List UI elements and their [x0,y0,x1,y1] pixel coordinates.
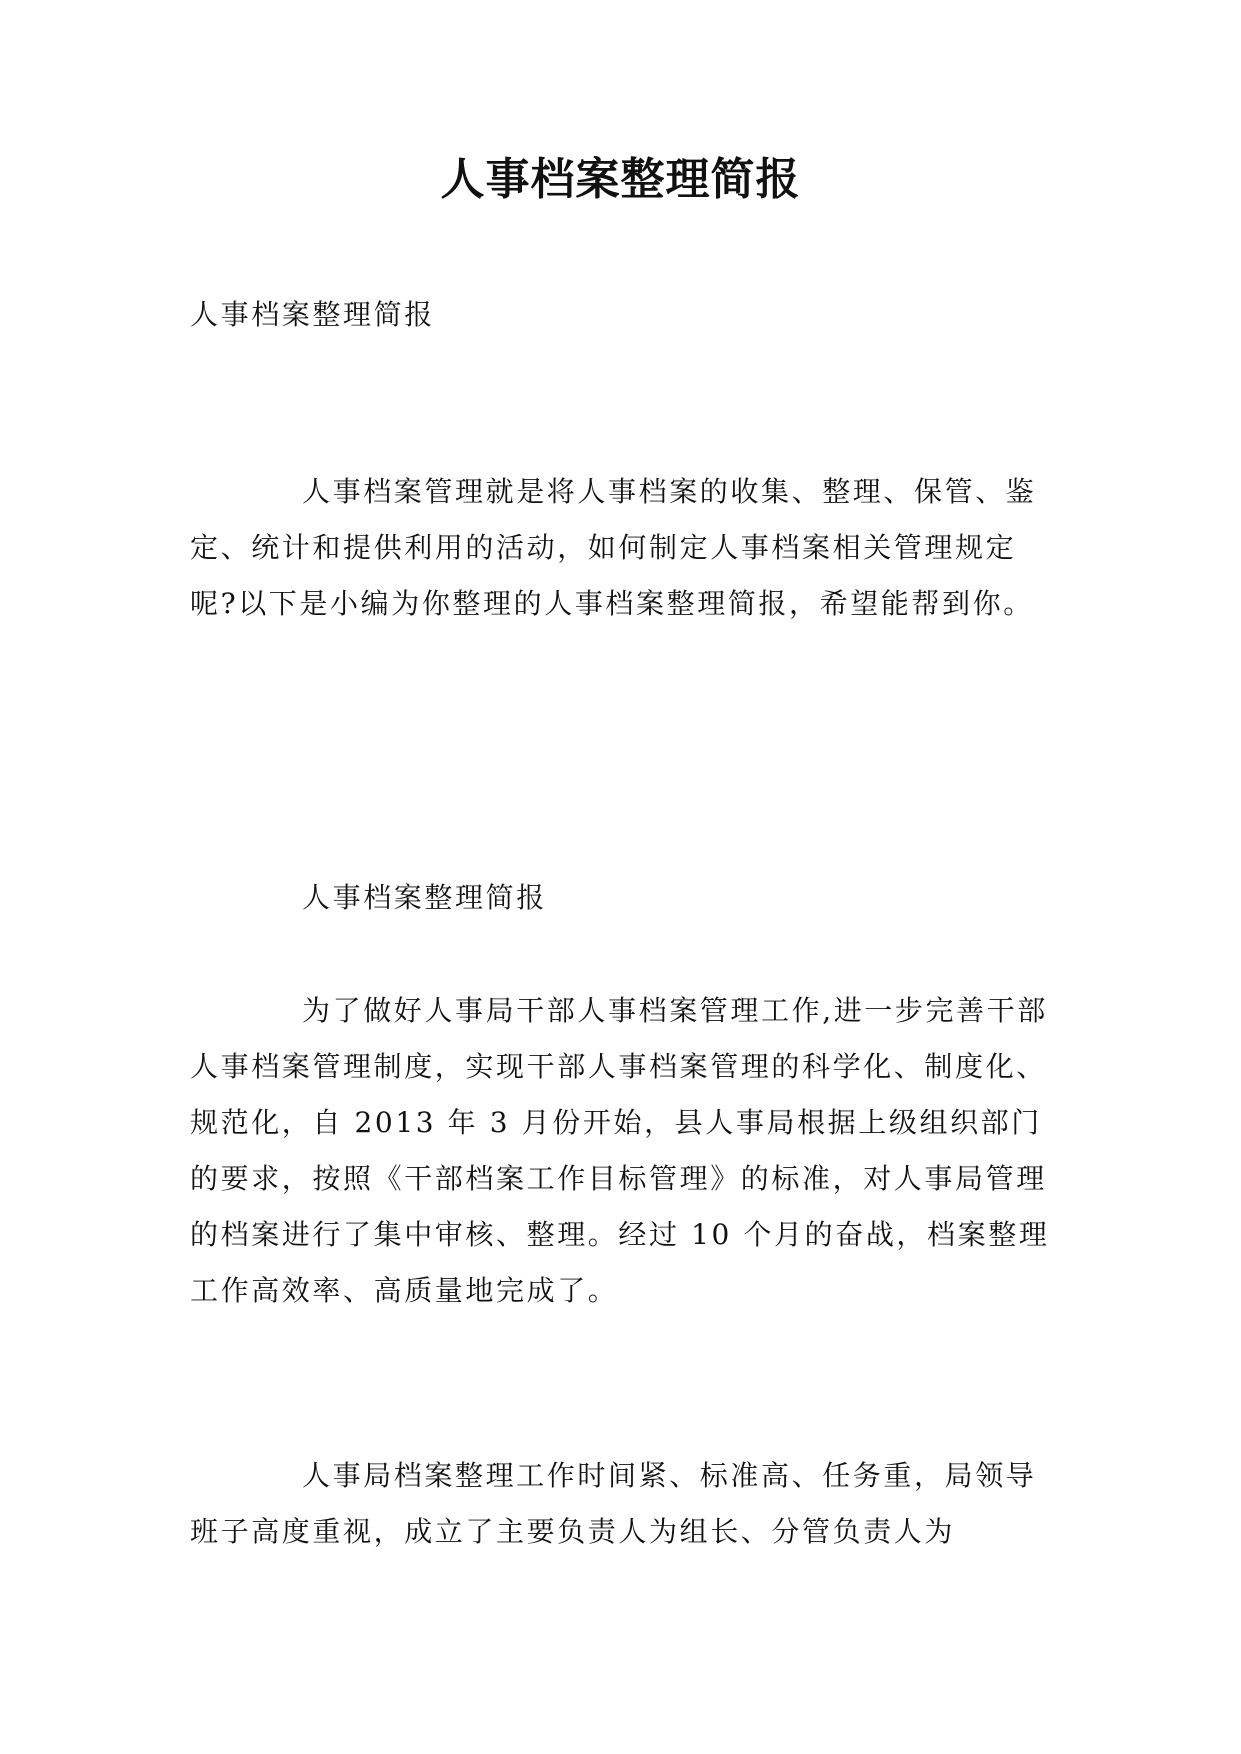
body-paragraph-2: 人事局档案整理工作时间紧、标准高、任务重，局领导班子高度重视，成立了主要负责人为组长、分管负责人为 [190,1459,1037,1548]
intro-paragraph: 人事档案管理就是将人事档案的收集、整理、保管、鉴定、统计和提供利用的活动，如何制定人事档案相关管理规定呢?以下是小编为你整理的人事档案整理简报，希望能帮到你。 [190,475,1037,620]
document-subtitle: 人事档案整理简报 [190,298,435,331]
body-paragraph-1: 为了做好人事局干部人事档案管理工作,进一步完善干部人事档案管理制度，实现干部人事档案管理的科学化、制度化、规范化，自 2013 年 3 月份开始，县人事局根据上级组织部门的要求，按照《干部档案工作目标管理》的标准，对人事局管理的档案进行了集中审核、整理。经过 10 个月的奋战，档案整理工作高效率、高质量地完成了。 [190,994,1050,1307]
section-heading: 人事档案整理简报 [302,881,547,914]
document-title: 人事档案整理简报 [440,154,801,205]
